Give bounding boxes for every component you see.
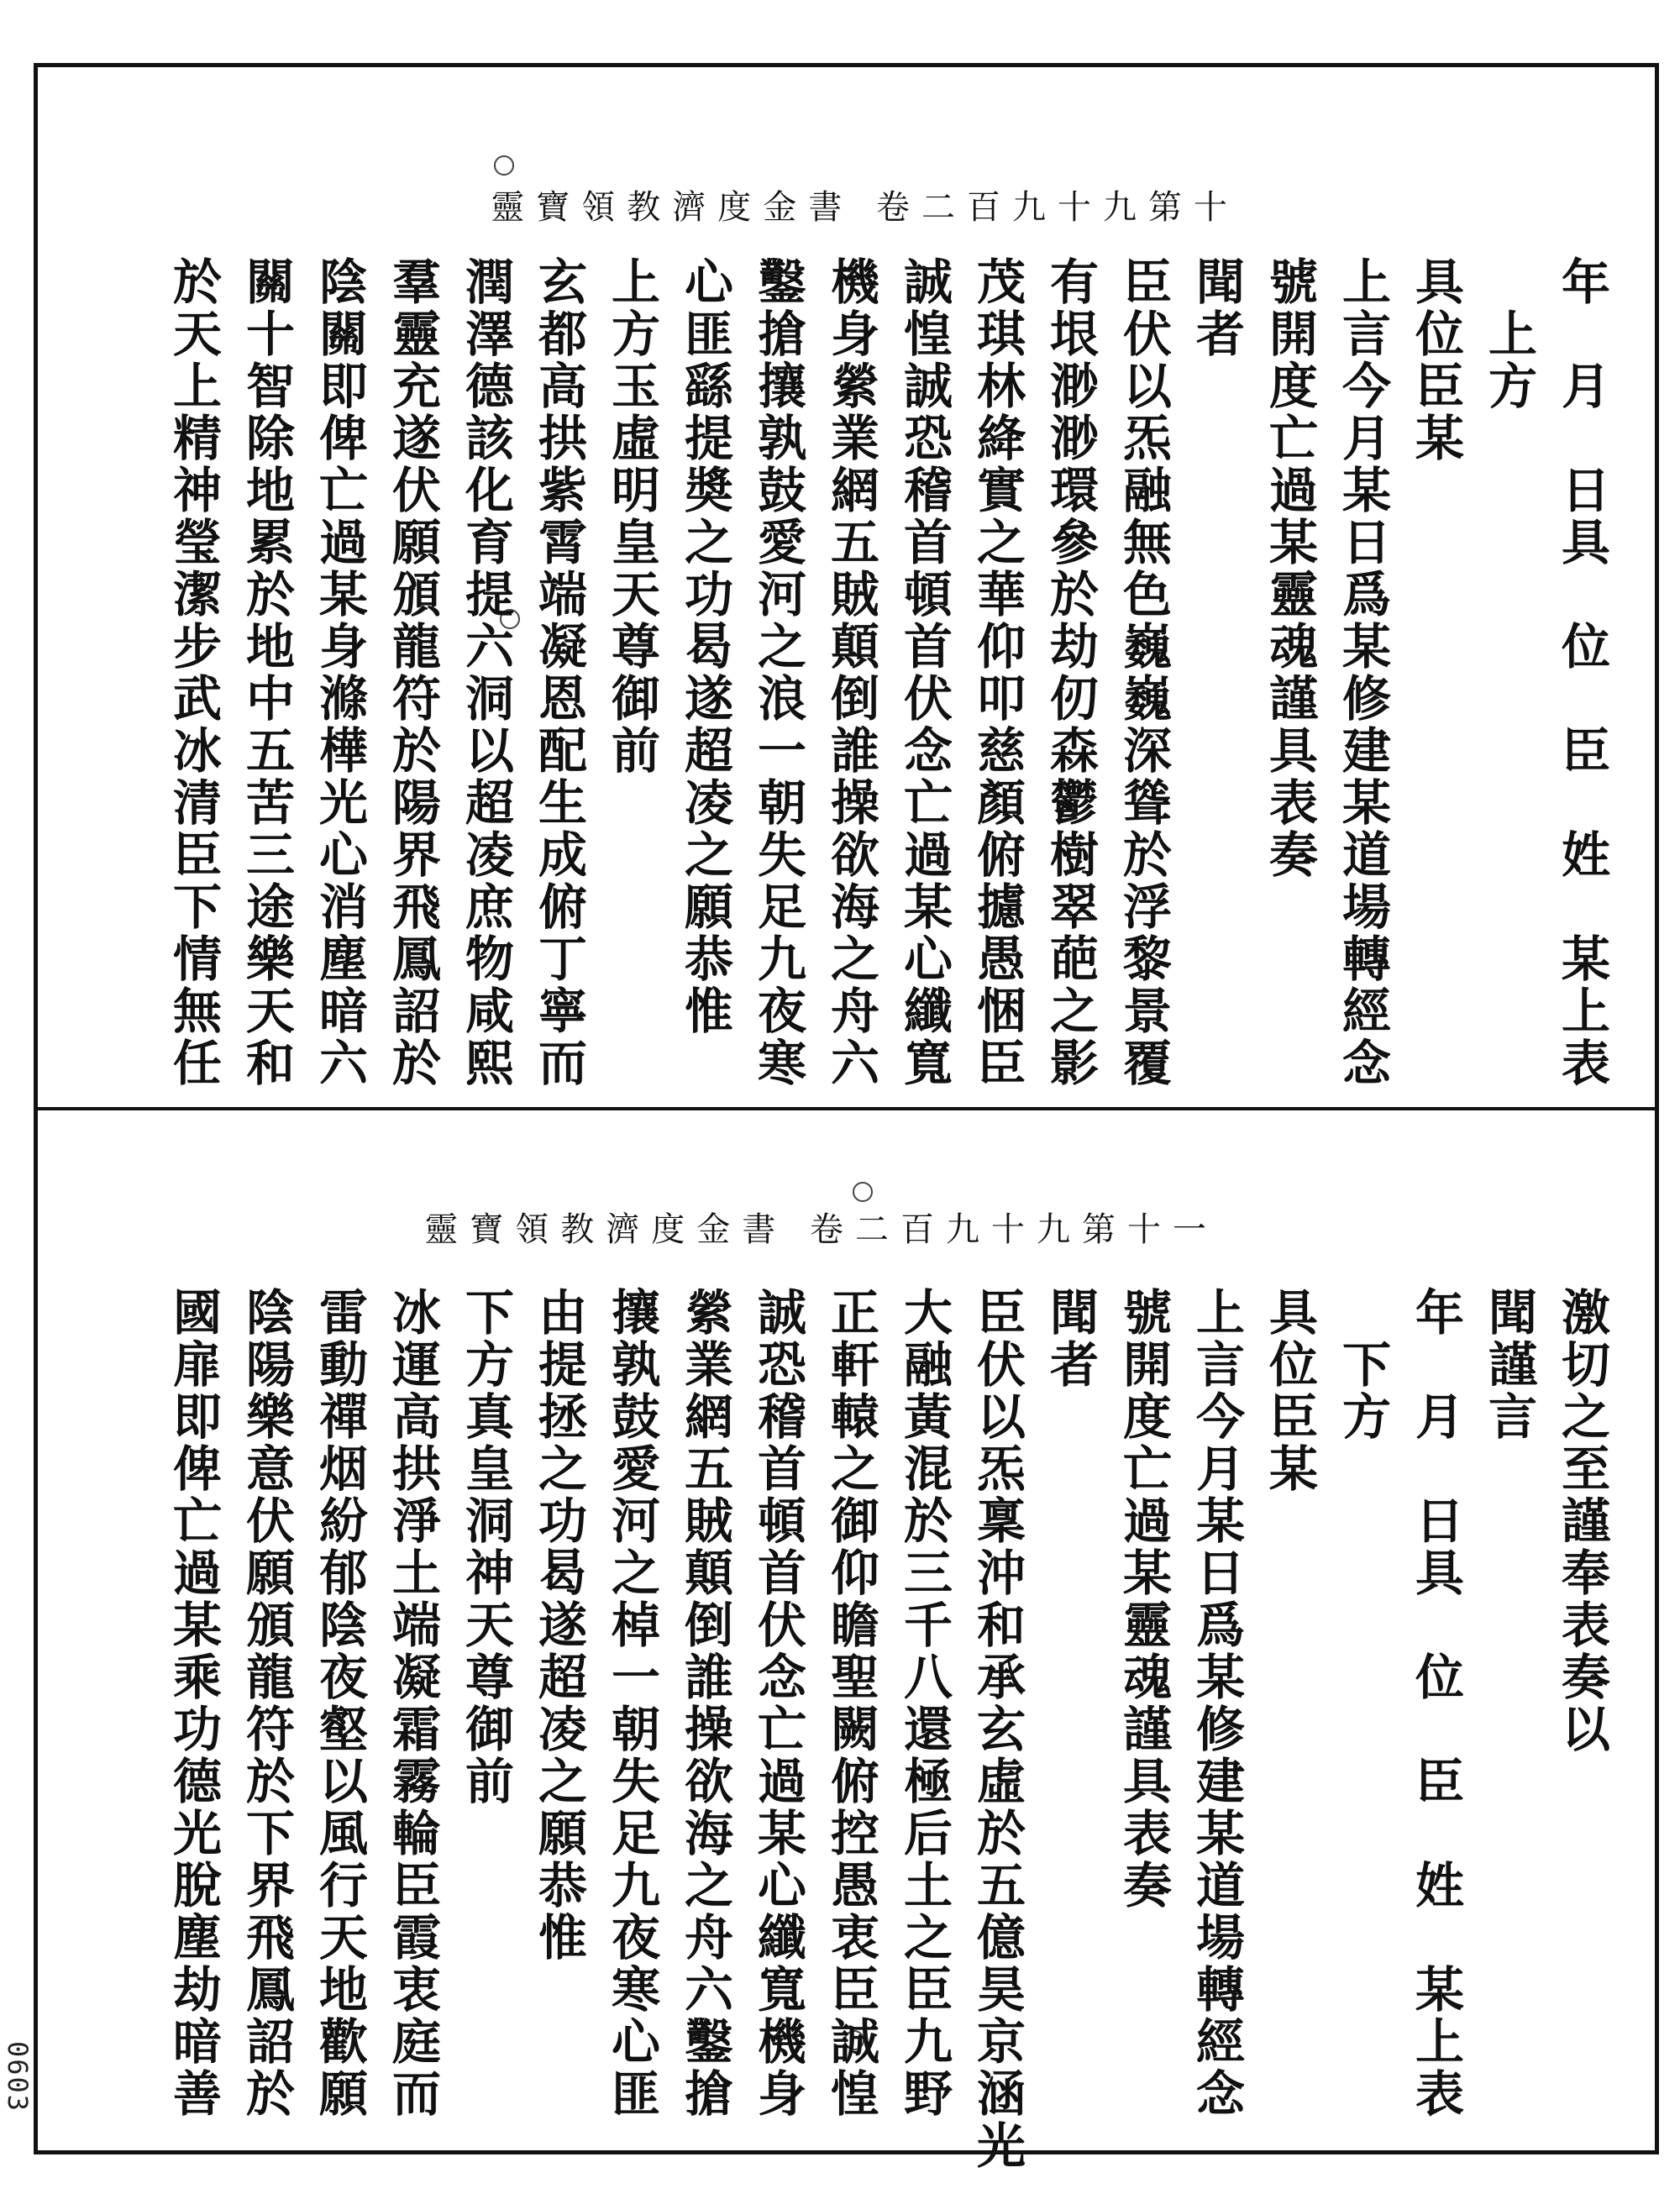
text-column: 有垠渺渺環參於劫仞森鬱樹翠葩之影 xyxy=(1042,256,1099,1089)
text-column: 關十智除地累於地中五苦三途樂天和 xyxy=(238,256,295,1089)
text-column: 陰陽樂意伏願頒龍符於下界飛鳳詔於 xyxy=(238,1287,295,2120)
text-column: 下方 xyxy=(1334,1287,1391,1443)
text-column: 茂琪林絳實之華仰叩慈顏俯攄愚悃臣 xyxy=(969,256,1026,1089)
text-column: 激切之至謹奉表奏以 xyxy=(1553,1287,1610,1756)
text-column: 潤澤德該化育提六洞以超凌庶物咸熙 xyxy=(457,256,514,1089)
text-column: 正軒轅之御仰瞻聖闕俯控愚衷臣誠惶 xyxy=(822,1287,879,2120)
text-column: 臣伏以炁融無色巍巍深聳於浮黎景覆 xyxy=(1115,256,1172,1089)
text-column: 下方真皇洞神天尊御前 xyxy=(457,1287,514,1808)
top-panel xyxy=(34,63,1659,1107)
text-column: 羣靈充遂伏願頒龍符於陽界飛鳳詔於 xyxy=(384,256,441,1089)
text-column: 號開度亡過某靈魂謹具表奏 xyxy=(1261,256,1318,881)
text-column: 於天上精神瑩潔步武冰清臣下情無任 xyxy=(165,256,222,1089)
text-column: 國扉即俾亡過某乘功德光脫塵劫暗善 xyxy=(165,1287,222,2120)
bottom-panel xyxy=(34,1110,1659,2172)
binding-hole-icon xyxy=(853,1182,873,1202)
text-column: 上方 xyxy=(1480,256,1537,412)
bottom-text-columns xyxy=(157,1287,1617,2172)
top-running-header: 靈寶領教濟度金書 卷二百九十九第十 xyxy=(491,188,1239,227)
text-column: 上言今月某日爲某修建某道場轉經念 xyxy=(1188,1287,1245,2120)
text-column: 年 月 日具 位 臣 姓 某上表 xyxy=(1553,256,1610,1089)
text-column: 號開度亡過某靈魂謹具表奏 xyxy=(1115,1287,1172,1912)
bottom-running-header: 靈寶領教濟度金書 卷二百九十九第十一 xyxy=(424,1210,1218,1249)
text-column: 誠恐稽首頓首伏念亡過某心纖寬機身 xyxy=(749,1287,806,2120)
text-column: 誠惶誠恐稽首頓首伏念亡過某心纖寬 xyxy=(895,256,953,1089)
text-column: 玄都高拱紫霄端凝恩配生成俯丁寧而 xyxy=(530,256,587,1089)
text-column: 冰運高拱淨土端凝霜霧輪臣霞衷庭而 xyxy=(384,1287,441,2120)
text-column: 聞謹言 xyxy=(1480,1287,1537,1443)
text-column: 由提拯之功曷遂超凌之願恭惟 xyxy=(530,1287,587,1964)
text-column: 聞者 xyxy=(1188,256,1245,360)
text-column: 聞者 xyxy=(1042,1287,1099,1391)
top-text-columns xyxy=(157,256,1617,1089)
text-column: 鑿搶攘孰鼓愛河之浪一朝失足九夜寒 xyxy=(749,256,806,1089)
text-column: 大融黃混於三千八還極后土之臣九野 xyxy=(895,1287,953,2120)
text-column: 上言今月某日爲某修建某道場轉經念 xyxy=(1334,256,1391,1089)
text-column: 具位臣某 xyxy=(1261,1287,1318,1495)
text-column: 陰關即俾亡過某身滌樺光心消塵暗六 xyxy=(311,256,368,1089)
text-column: 臣伏以炁稟沖和承玄虛於五億昊京涵光 xyxy=(969,1287,1026,2172)
text-column: 機身縈業網五賊顛倒誰操欲海之舟六 xyxy=(822,256,879,1089)
text-column: 年 月 日具 位 臣 姓 某上表 xyxy=(1407,1287,1464,2120)
page-number: 0603 xyxy=(2,2041,34,2113)
binding-hole-icon xyxy=(494,155,514,176)
text-column: 雷動禪烟紛郁陰夜壑以風行天地歡願 xyxy=(311,1287,368,2120)
text-column: 心匪繇提奬之功曷遂超凌之願恭惟 xyxy=(676,256,733,1037)
text-column: 縈業網五賊顛倒誰操欲海之舟六鑿搶 xyxy=(676,1287,733,2120)
text-column: 具位臣某 xyxy=(1407,256,1464,464)
text-column: 上方玉虛明皇天尊御前 xyxy=(603,256,660,777)
text-column: 攘孰鼓愛河之棹一朝失足九夜寒心匪 xyxy=(603,1287,660,2120)
